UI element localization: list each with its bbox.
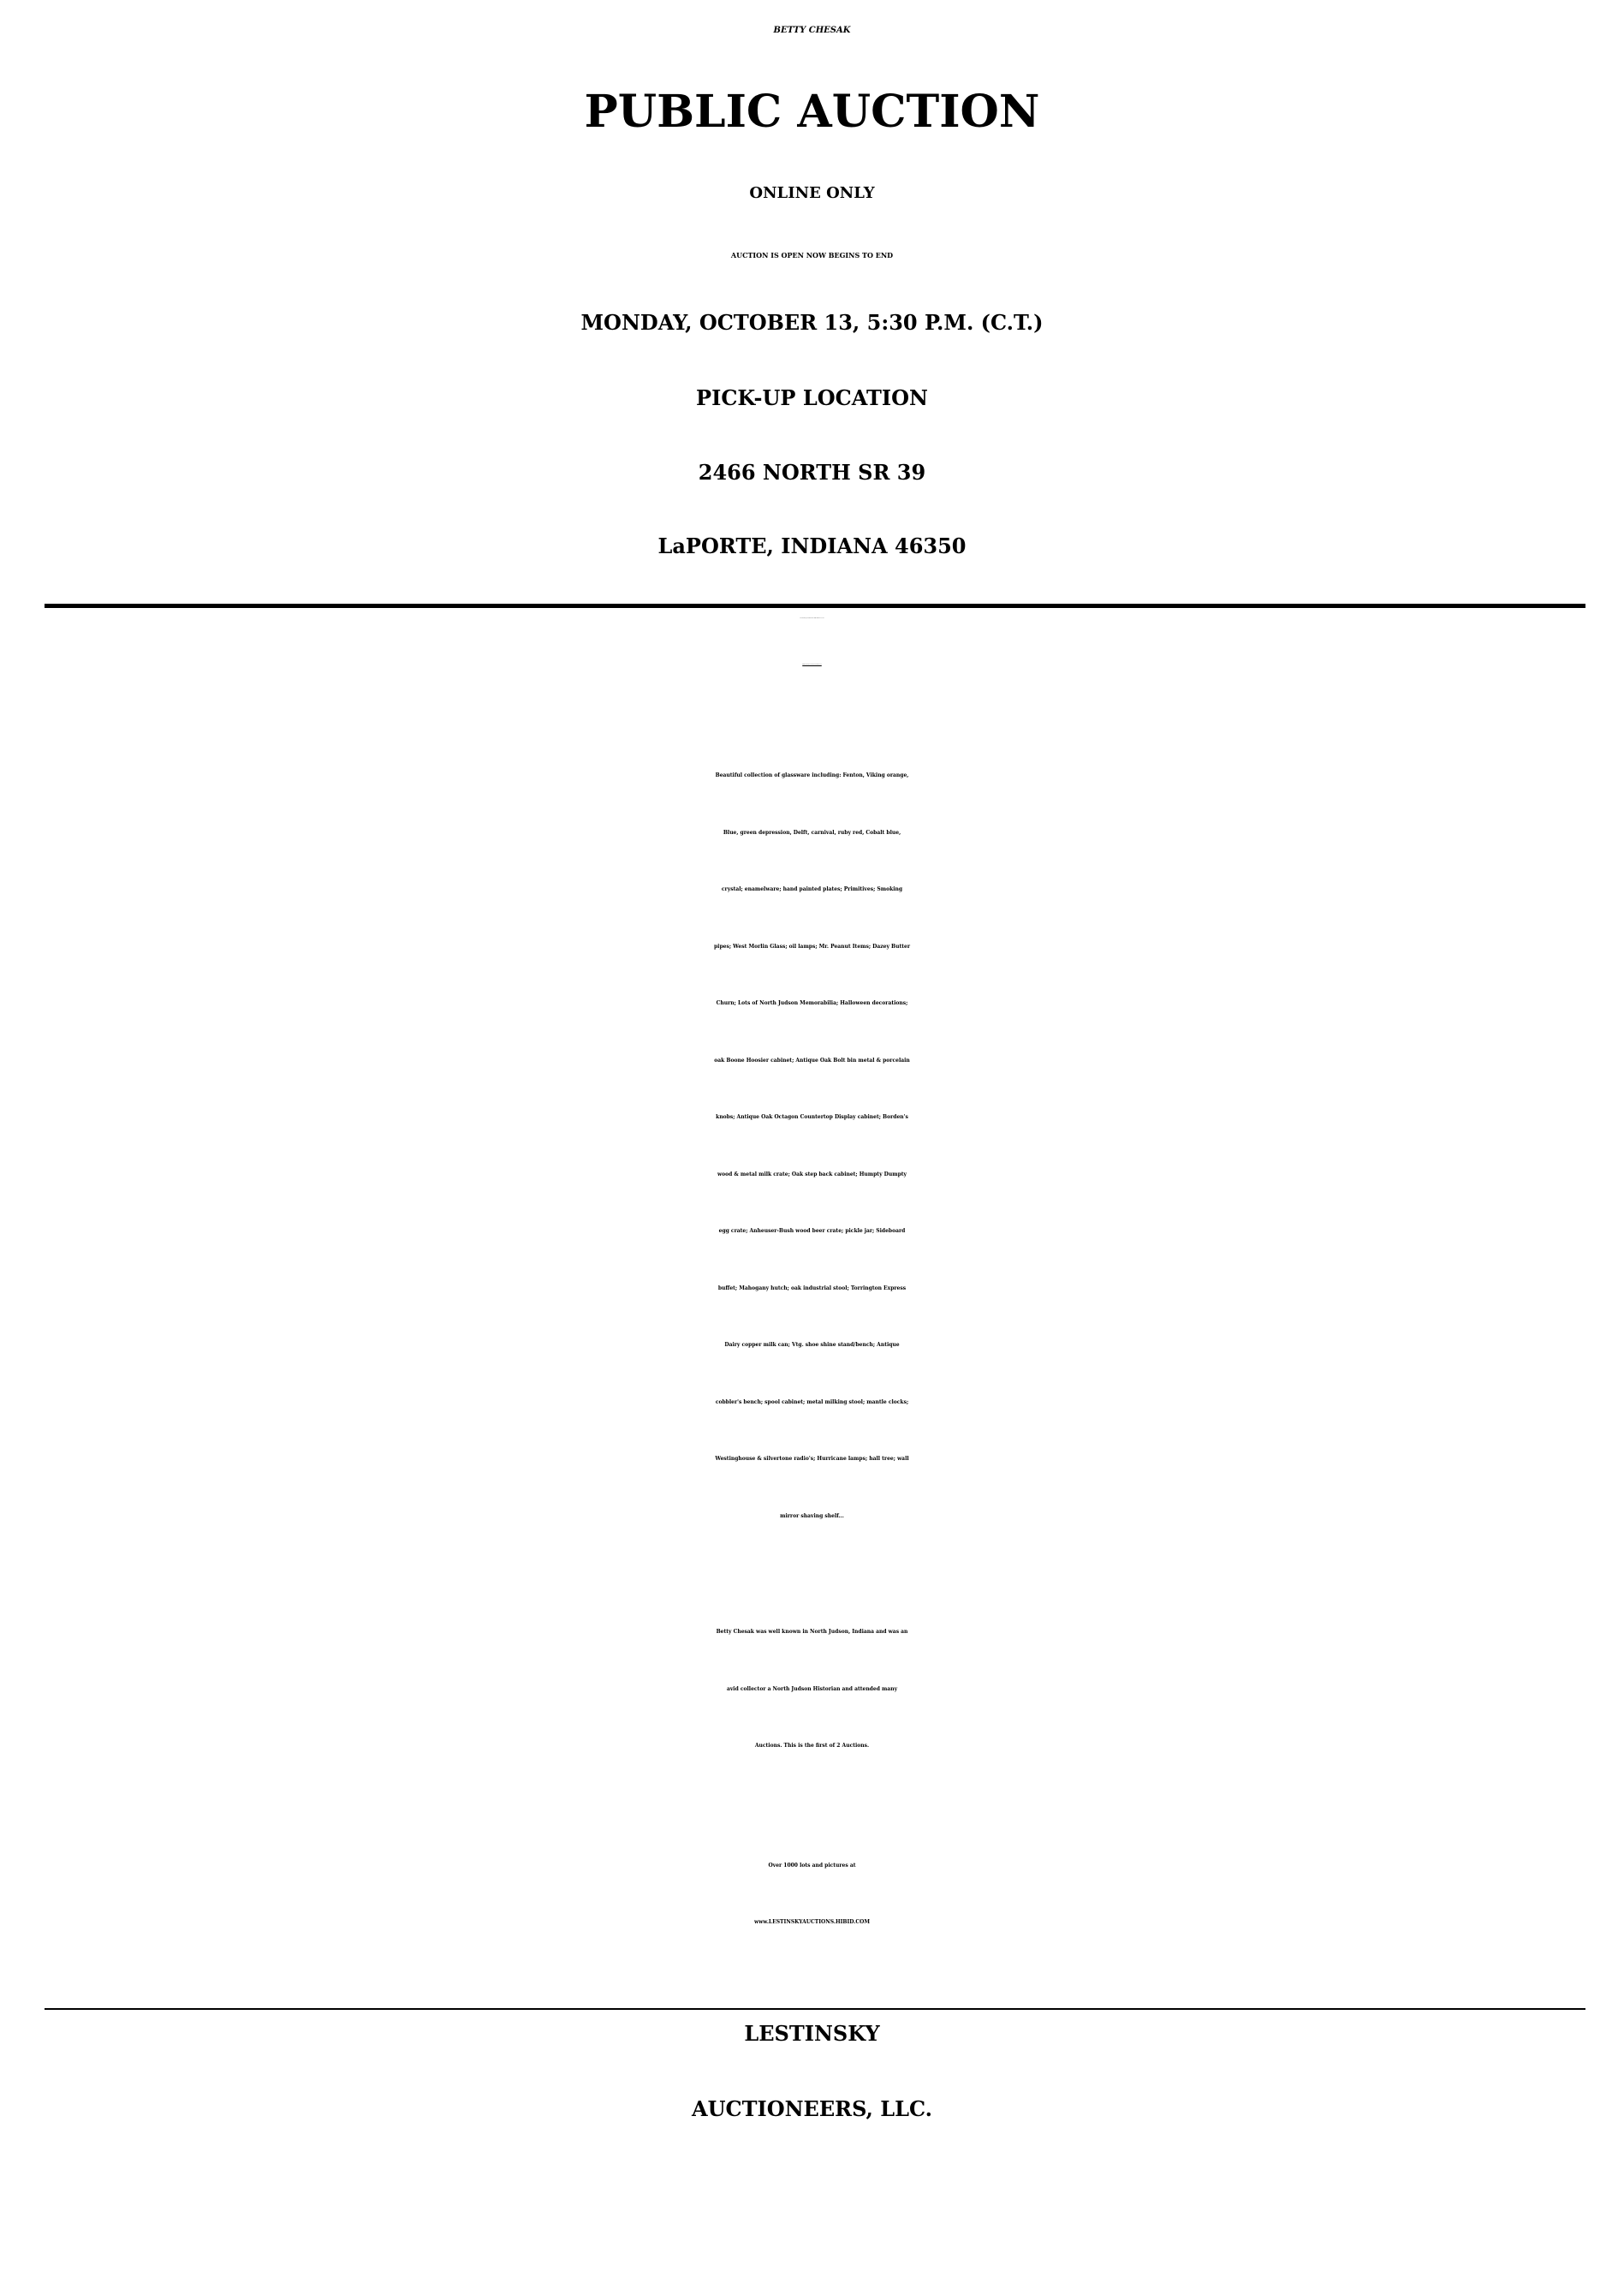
description-line: Beautiful collection of glassware including: Fenton, Viking orange, xyxy=(715,772,909,778)
description-line: Westinghouse & silvertone radio's; Hurricane lamps; hall tree; wall xyxy=(715,1456,909,1462)
description-line: pipes; West Morlin Glass; oil lamps; Mr. Peanut Items; Dazey Butter xyxy=(713,943,911,950)
description-line: cobbler's bench; spool cabinet; metal milking stool; mantle clocks; xyxy=(715,1398,909,1405)
company-name-line1: LESTINSKY xyxy=(744,2021,880,2046)
description-line: oak Boone Hoosier cabinet; Antique Oak Bolt bin metal & porcelain xyxy=(714,1057,910,1064)
company-name-line2: AUCTIONEERS, LLC. xyxy=(691,2096,933,2121)
lots-link[interactable]: www.LESTINSKYAUCTIONS.HIBID.COM xyxy=(753,1919,871,1925)
terms-text: FOR TERMS, REGISTRATION and BIDDING GO TO xyxy=(800,618,824,619)
divider-bottom xyxy=(45,2008,1585,2010)
about-line: Betty Chesak was well known in North Judson, Indiana and was an xyxy=(716,1629,908,1635)
description-line: knobs; Antique Oak Octagon Countertop Display cabinet; Borden's xyxy=(716,1114,908,1120)
lots-line: Over 1000 lots and pictures at xyxy=(768,1863,856,1869)
about-line: Auctions. This is the first of 2 Auctions. xyxy=(754,1743,870,1749)
online-only: ONLINE ONLY xyxy=(749,184,875,202)
pickup-label: PICK-UP LOCATION xyxy=(696,385,928,410)
auction-open-line: AUCTION IS OPEN NOW BEGINS TO END xyxy=(730,251,894,259)
auction-date: MONDAY, OCTOBER 13, 5:30 P.M. (C.T.) xyxy=(580,310,1044,335)
description-line: crystal; enamelware; hand painted plates; Primitives; Smoking xyxy=(721,886,903,892)
pickup-address: 2466 NORTH SR 39 xyxy=(698,460,926,485)
description-line: egg crate; Anheuser-Bush wood beer crate; pickle jar; Sideboard xyxy=(718,1228,906,1234)
description-line: wood & metal milk crate; Oak step back cabinet; Humpty Dumpty xyxy=(717,1171,907,1177)
about-line: avid collector a North Judson Historian and attended many xyxy=(726,1685,898,1692)
description-line: mirror shaving shelf... xyxy=(780,1512,844,1519)
description-line: buffet; Mahogany hutch; oak industrial stool; Torrington Express xyxy=(717,1285,907,1291)
divider-top xyxy=(45,604,1585,608)
page-title: PUBLIC AUCTION xyxy=(584,86,1040,138)
seller-name: BETTY CHESAK xyxy=(773,26,851,35)
description-line: Churn; Lots of North Judson Memorabilia; Halloween decorations; xyxy=(716,1000,908,1006)
description-line: Blue, green depression, Delft, carnival, ruby red, Cobalt blue, xyxy=(723,829,901,836)
description-line: Dairy copper milk can; Vtg. shoe shine stand/bench; Antique xyxy=(724,1342,900,1348)
pickup-city: LaPORTE, INDIANA 46350 xyxy=(657,534,967,558)
